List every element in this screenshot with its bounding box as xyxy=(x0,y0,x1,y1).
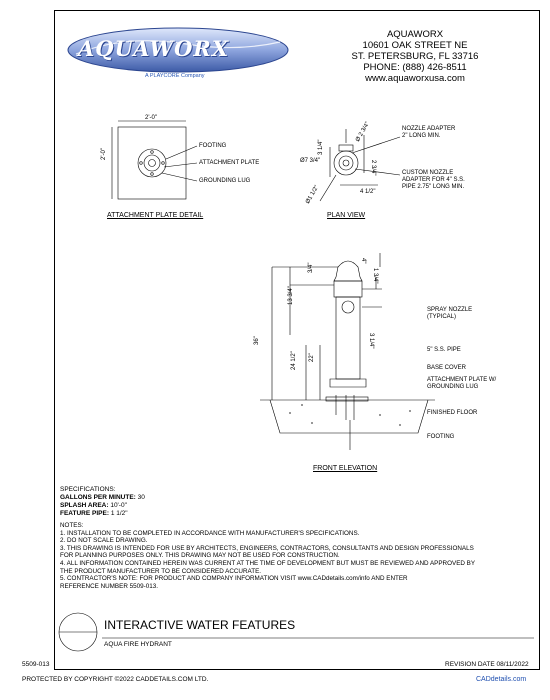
label-grounding-lug: GROUNDING LUG xyxy=(199,178,251,184)
plan-dim-4-1-2: 4 1/2" xyxy=(360,189,376,195)
notes-heading: NOTES: xyxy=(60,522,84,529)
note-line: 1. INSTALLATION TO BE COMPLETED IN ACCORDANCE WITH MANUFACTURER'S SPECIFICATIONS. xyxy=(60,529,360,537)
footer-brand[interactable]: CADdetails.com xyxy=(476,676,527,683)
elev-dim-1-3-4: 1 3/4" xyxy=(372,268,378,284)
elev-dim-3-1-4: 3 1/4" xyxy=(368,333,374,349)
elev-dim-22: 22" xyxy=(309,353,315,362)
label-footing-elevation: FOOTING xyxy=(427,434,455,440)
note-line: FOR PLANNING PURPOSES ONLY. THIS DRAWING MAY NOT BE USED FOR CONSTRUCTION. xyxy=(60,552,340,560)
title-front-elevation: FRONT ELEVATION xyxy=(313,465,378,472)
title-sub: AQUA FIRE HYDRANT xyxy=(104,641,172,648)
label-finished-floor: FINISHED FLOOR xyxy=(427,410,478,416)
label-attachment-plate-lug: ATTACHMENT PLATE W/ GROUNDING LUG xyxy=(427,377,497,390)
footer-revision-date: REVISION DATE 08/11/2022 xyxy=(445,661,529,668)
plate-dim-height: 2'-0" xyxy=(101,148,107,160)
title-main: INTERACTIVE WATER FEATURES xyxy=(104,618,296,632)
label-nozzle-adapter: NOZZLE ADAPTER 2" LONG MIN. xyxy=(402,126,456,139)
company-address-1: 10601 OAK STREET NE xyxy=(362,40,468,51)
elev-dim-3-4: 3/4" xyxy=(308,262,314,273)
note-line: THE PRODUCT MANUFACTURER TO BE CONSIDERED ACCURATE. xyxy=(60,567,262,575)
label-base-cover: BASE COVER xyxy=(427,365,467,371)
note-line: 5. CONTRACTOR'S NOTE: FOR PRODUCT AND COMPANY INFORMATION VISIT www.CADdetails.com/info AND ENTER xyxy=(60,575,408,583)
plan-dim-dia-7-3-4: Ø7 3/4" xyxy=(300,158,321,164)
title-plan-view: PLAN VIEW xyxy=(327,212,366,219)
company-address-2: ST. PETERSBURG, FL 33716 xyxy=(351,51,479,62)
logo-text: AQUAWORX xyxy=(78,36,230,61)
attachment-plate-drawing xyxy=(100,115,300,225)
plan-dim-dia-2-3-4: Ø 2 3/4" xyxy=(355,121,372,143)
specifications: SPECIFICATIONS: GALLONS PER MINUTE: 30 SPLASH AREA: 10'-0" FEATURE PIPE: 1 1/2" xyxy=(60,486,145,517)
logo-tagline: A PLAYCORE Company xyxy=(145,73,205,79)
plate-dim-width: 2'-0" xyxy=(145,115,157,121)
note-line: 4. ALL INFORMATION CONTAINED HEREIN WAS CURRENT AT THE TIME OF DEVELOPMENT BUT MUST BE REVIEWED AND APPROVED BY xyxy=(60,559,476,567)
footer-reference: 5509-013 xyxy=(22,661,50,668)
label-custom-nozzle-adapter: CUSTOM NOZZLE ADAPTER FOR 4" S.S. PIPE 2.75" LONG MIN. xyxy=(402,170,465,190)
elev-dim-36: 36" xyxy=(254,336,260,345)
company-info xyxy=(340,29,490,84)
label-attachment-plate: ATTACHMENT PLATE xyxy=(199,160,260,166)
note-line: REFERENCE NUMBER 5509-013. xyxy=(60,582,158,590)
spec-heading: SPECIFICATIONS: xyxy=(60,486,116,493)
front-elevation-drawing xyxy=(250,245,450,455)
plan-dim-dia-1-1-2: Ø1 1/2" xyxy=(305,184,321,205)
label-spray-nozzle: SPRAY NOZZLE (TYPICAL) xyxy=(427,307,473,320)
note-line: 2. DO NOT SCALE DRAWING. xyxy=(60,537,148,545)
elev-dim-24-1-2: 24 1/2" xyxy=(291,351,297,370)
plan-dim-3-1-4: 3 1/4" xyxy=(318,139,324,155)
title-attachment-plate-detail: ATTACHMENT PLATE DETAIL xyxy=(107,212,204,219)
note-line: 3. THIS DRAWING IS INTENDED FOR USE BY ARCHITECTS, ENGINEERS, CONTRACTORS, CONSULTANTS AND DESIGN PROFESSIONALS xyxy=(60,544,474,552)
company-website[interactable]: www.aquaworxusa.com xyxy=(365,73,465,84)
footer-copyright: PROTECTED BY COPYRIGHT ©2022 CADDETAILS.COM LTD. xyxy=(22,676,209,683)
elev-dim-4: 4" xyxy=(360,258,366,264)
plan-dim-2-3-4: 2 3/4" xyxy=(370,160,376,176)
company-name: AQUAWORX xyxy=(386,29,444,40)
label-footing: FOOTING xyxy=(199,143,227,149)
company-phone: PHONE: (888) 426-8511 xyxy=(363,62,467,73)
notes xyxy=(60,522,475,590)
elev-dim-13-3-4: 13 3/4" xyxy=(288,286,294,305)
label-ss-pipe: 5" S.S. PIPE xyxy=(427,347,461,353)
